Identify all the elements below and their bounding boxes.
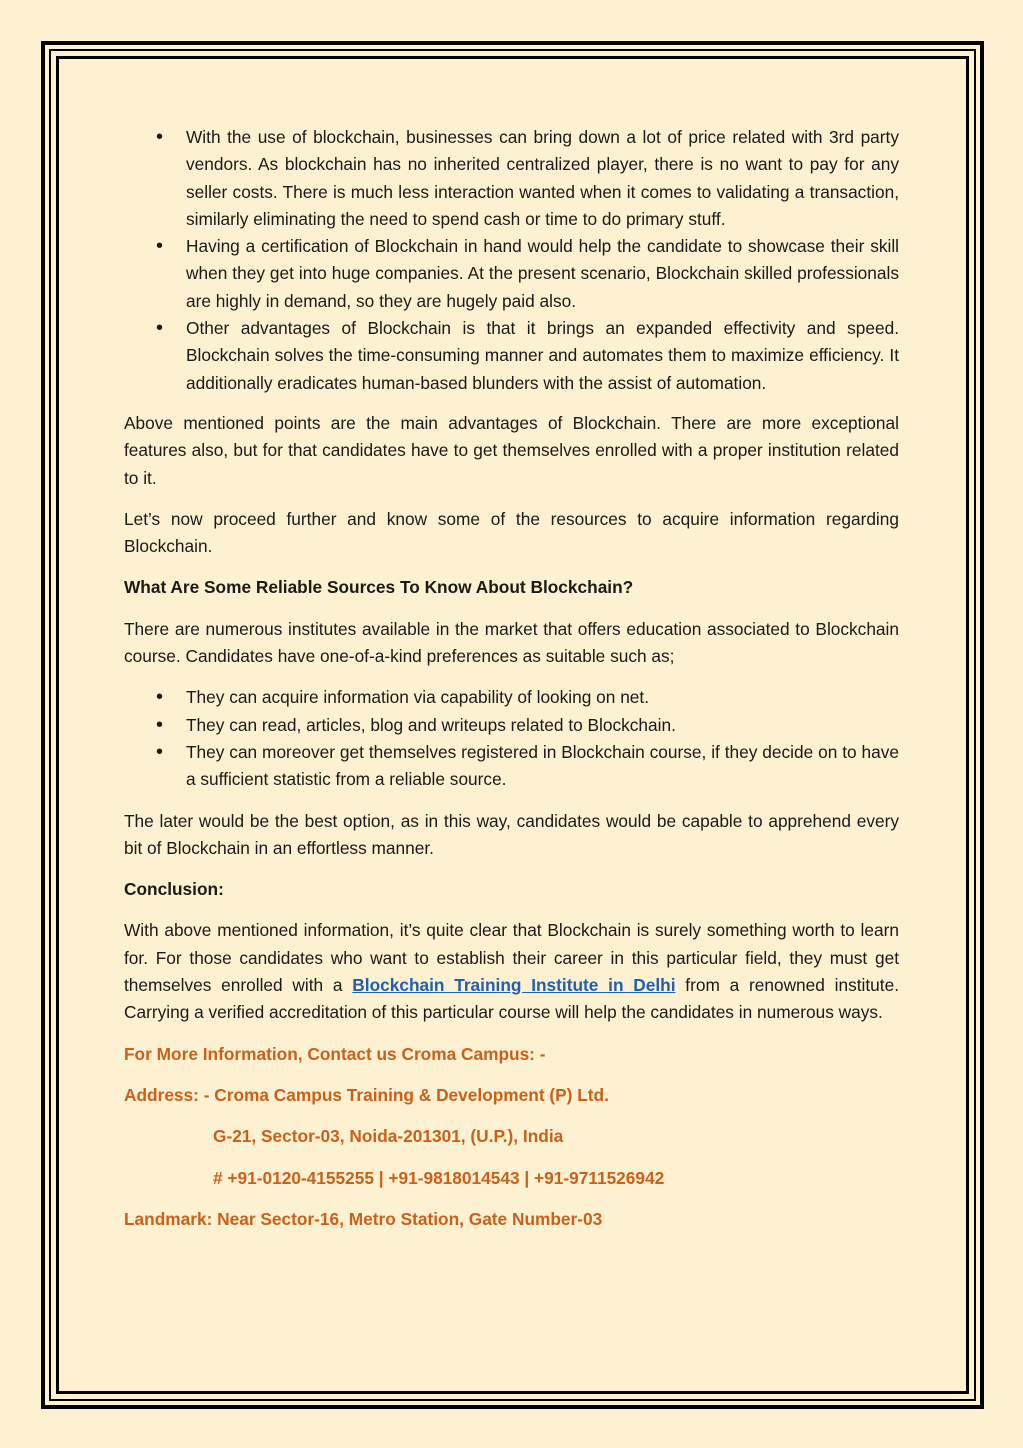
- phone-numbers: # +91-0120-4155255 | +91-9818014543 | +91-9711526942: [213, 1167, 665, 1188]
- list-item: • Other advantages of Blockchain is that it brings an expanded effectivity and speed. Blockchain solves the time-consuming manner and automates them to maximize efficiency. It additionally eradicates human-based blunders with the assist of automation.: [124, 315, 899, 397]
- sources-list: [124, 684, 899, 793]
- training-institute-link[interactable]: Blockchain Training Institute in Delhi: [352, 975, 676, 996]
- list-item: • Having a certification of Blockchain in hand would help the candidate to showcase their skill when they get into huge companies. At the present scenario, Blockchain skilled professionals are highly in demand, so they are hugely paid also.: [124, 233, 899, 315]
- conclusion-text-after: from a renowned institute. Carrying a verified accreditation of this particular course will help the candidates in numerous ways.: [124, 975, 899, 1023]
- later-paragraph: The later would be the best option, as in this way, candidates would be capable to apprehend every bit of Blockchain in an effortless manner.: [124, 810, 899, 858]
- advantages-paragraph: Above mentioned points are the main advantages of Blockchain. There are more exceptional features also, but for that candidates have to get themselves enrolled with a proper institution related to it.: [124, 412, 899, 488]
- conclusion-heading: Conclusion:: [124, 879, 224, 900]
- advantages-list: [124, 124, 899, 397]
- list-item: • They can read, articles, blog and writeups related to Blockchain.: [124, 712, 899, 739]
- conclusion-text-before: With above mentioned information, it’s quite clear that Blockchain is surely something worth to learn for. For those candidates who want to establish their career in this particular field, they must get themselves enrolled with a: [124, 920, 899, 996]
- contact-intro: For More Information, Contact us Croma Campus: -: [124, 1043, 546, 1064]
- list-item: • With the use of blockchain, businesses can bring down a lot of price related with 3rd party vendors. As blockchain has no inherited centralized player, there is no want to pay for any seller costs. There is much less interaction wanted when it comes to validating a transaction, similarly eliminating the need to spend cash or time to do primary stuff.: [124, 124, 899, 233]
- proceed-paragraph: Let’s now proceed further and know some of the resources to acquire information regarding Blockchain.: [124, 508, 899, 557]
- conclusion-paragraph: [124, 917, 899, 1026]
- landmark: Landmark: Near Sector-16, Metro Station, Gate Number-03: [124, 1208, 603, 1229]
- sources-heading: What Are Some Reliable Sources To Know About Blockchain?: [124, 577, 634, 598]
- list-item: • They can moreover get themselves registered in Blockchain course, if they decide on to have a sufficient statistic from a reliable source.: [124, 739, 899, 794]
- address-line-1: Address: - Croma Campus Training & Development (P) Ltd.: [124, 1084, 609, 1105]
- list-item: • They can acquire information via capability of looking on net.: [124, 684, 899, 711]
- institutes-paragraph: There are numerous institutes available in the market that offers education associated to Blockchain course. Candidates have one-of-a-kind preferences as suitable such as;: [124, 618, 899, 667]
- document-body: [124, 124, 899, 1233]
- address-line-2: G-21, Sector-03, Noida-201301, (U.P.), India: [213, 1126, 564, 1147]
